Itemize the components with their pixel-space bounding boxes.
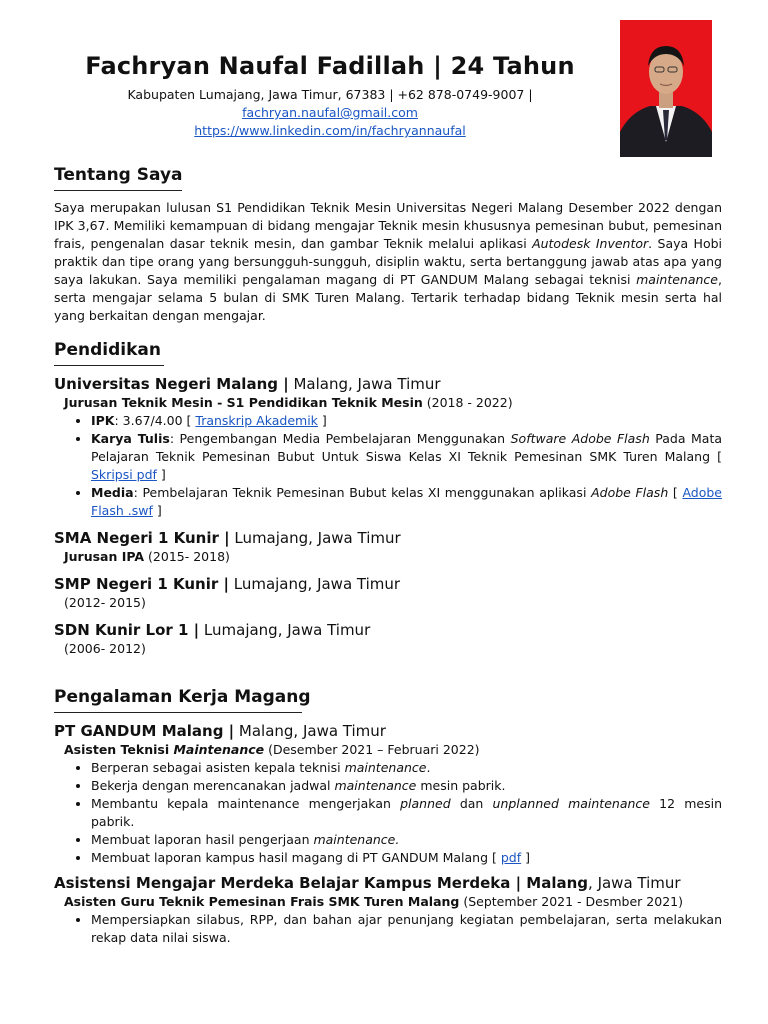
candidate-name: Fachryan Naufal Fadillah | 24 Tahun <box>85 52 575 80</box>
exp-gandum-location: Malang, Jawa Timur <box>234 722 386 740</box>
bullet-em: maintenance. <box>313 832 400 847</box>
exp-gandum-role-em: Maintenance <box>173 742 265 757</box>
transcript-link[interactable]: Transkrip Akademik <box>195 413 318 428</box>
exp-gandum-name: PT GANDUM Malang | <box>54 722 235 740</box>
exp-kampus-role-line <box>64 893 722 911</box>
edu-um-years: (2018 - 2022) <box>422 395 513 410</box>
media-em: Adobe Flash <box>591 485 669 500</box>
thesis-label: Karya Tulis <box>91 431 170 446</box>
bullet-text: . <box>426 760 431 775</box>
about-text-3: , serta mengajar selama 5 bulan di SMK Turen Malang. Tertarik terhadap bidang Teknik mesin serta hal yang berkaitan dengan mengajar. <box>54 272 722 323</box>
internship-report-link[interactable]: pdf <box>500 850 522 865</box>
edu-smp-years: (2012- 2015) <box>64 595 146 610</box>
edu-sma-major-line <box>64 548 722 566</box>
exp-gandum-role: Asisten Teknisi <box>64 742 174 757</box>
exp-kampus-name: Asistensi Mengajar Merdeka Belajar Kampus Merdeka | Malang <box>54 874 589 892</box>
edu-sdn-name: SDN Kunir Lor 1 | <box>54 621 200 639</box>
edu-um-location: Malang, Jawa Timur <box>288 375 441 393</box>
exp-kampus-list <box>54 911 722 947</box>
thesis-pdf-link[interactable]: Skripsi pdf <box>91 467 157 482</box>
bullet-text: Bekerja dengan merencanakan jadwal <box>91 778 335 793</box>
bracket: ] <box>317 413 327 428</box>
exp-kampus-location: , Jawa Timur <box>588 874 681 892</box>
bullet-em: maintenance <box>344 760 427 775</box>
about-em-2: maintenance <box>636 272 719 287</box>
header <box>0 52 660 140</box>
edu-sdn-location: Lumajang, Jawa Timur <box>199 621 371 639</box>
exp-kampus-dates: (September 2021 - Desmber 2021) <box>459 894 683 909</box>
bracket: ] <box>156 467 166 482</box>
bullet-text: dan <box>450 796 493 811</box>
edu-sdn-years: (2006- 2012) <box>64 641 146 656</box>
edu-smp-heading <box>54 574 722 594</box>
edu-um-heading <box>54 374 722 394</box>
experience-rule <box>54 712 302 713</box>
about-rule <box>54 190 182 191</box>
edu-um-list <box>54 412 722 520</box>
list-item <box>91 777 722 795</box>
list-item <box>91 430 722 484</box>
media-label: Media <box>91 485 134 500</box>
resume-body <box>54 166 722 947</box>
about-text-1: Saya merupakan lulusan S1 Pendidikan Teknik Mesin Universitas Negeri Malang Desember 2022 dengan IPK 3,67. Memiliki kemampuan di bidang mengajar Teknik mesin khususnya pemesinan bubut, pemesinan frais, pengenalan dasar teknik mesin, dan gambar Teknik melalui aplikasi <box>54 200 722 251</box>
list-item <box>91 831 722 849</box>
bullet-text: Berperan sebagai asisten kepala teknisi <box>91 760 345 775</box>
exp-gandum-list <box>54 759 722 867</box>
about-paragraph <box>54 199 722 325</box>
bullet-em: planned <box>400 796 451 811</box>
experience-title: Pengalaman Kerja Magang <box>54 687 311 707</box>
exp-gandum-heading <box>54 721 722 741</box>
about-text-2: . Saya Hobi praktik dan tipe orang yang bersungguh-sungguh, disiplin waktu, serta bertanggung jawab atas apa yang saya lakukan. Saya memiliki pengalaman magang di PT GANDUM Malang sebagai teknisi <box>54 236 722 287</box>
edu-sma-major: Jurusan IPA <box>64 549 145 564</box>
bullet-text: 12 mesin pabrik. <box>91 796 722 829</box>
list-item <box>91 795 722 831</box>
portrait-image <box>620 20 712 157</box>
thesis-text-1: : Pengembangan Media Pembelajaran Menggunakan <box>169 431 511 446</box>
address-phone: Kabupaten Lumajang, Jawa Timur, 67383 | +62 878-0749-9007 | <box>127 87 533 102</box>
about-em-1: Autodesk Inventor <box>532 236 649 251</box>
linkedin-link[interactable]: https://www.linkedin.com/in/fachryannaufal <box>194 123 466 138</box>
list-item <box>91 412 722 430</box>
education-title: Pendidikan <box>54 340 161 360</box>
ipk-value: : 3.67/4.00 [ <box>114 413 196 428</box>
list-item <box>91 759 722 777</box>
list-item: • Mempersiapkan silabus, RPP, dan bahan ajar penunjang kegiatan pembelajaran, serta melakukan rekap data nilai siswa. <box>91 911 722 947</box>
edu-sdn-heading <box>54 620 722 640</box>
bracket: ] <box>152 503 162 518</box>
thesis-em: Software Adobe Flash <box>510 431 650 446</box>
edu-sma-location: Lumajang, Jawa Timur <box>229 529 401 547</box>
bullet-text: mesin pabrik. <box>416 778 506 793</box>
about-title: Tentang Saya <box>54 165 183 185</box>
adobe-flash-link[interactable]: Adobe Flash .swf <box>91 485 722 518</box>
exp-gandum-dates: (Desember 2021 – Februari 2022) <box>264 742 480 757</box>
bracket: ] <box>521 850 530 865</box>
list-item <box>91 849 722 867</box>
profile-photo <box>620 20 712 157</box>
exp-kampus-role: Asisten Guru Teknik Pemesinan Frais SMK Turen Malang <box>64 894 460 909</box>
bullet-text: Membuat laporan hasil pengerjaan <box>91 832 314 847</box>
exp-kampus-heading <box>54 873 722 893</box>
ipk-label: IPK <box>91 413 115 428</box>
bullet-text: Membantu kepala maintenance mengerjakan <box>91 796 401 811</box>
bracket: [ <box>668 485 683 500</box>
thesis-text-2: Pada Mata Pelajaran Teknik Pemesinan Bubut Untuk Siswa Kelas XI Teknik Pemesinan SMK Turen Malang [ <box>91 431 723 464</box>
edu-smp-location: Lumajang, Jawa Timur <box>228 575 401 593</box>
bullet-em: maintenance <box>334 778 417 793</box>
edu-smp-name: SMP Negeri 1 Kunir | <box>54 575 229 593</box>
media-text: : Pembelajaran Teknik Pemesinan Bubut kelas XI menggunakan aplikasi <box>133 485 592 500</box>
bullet-em: unplanned maintenance <box>492 796 650 811</box>
edu-um-name: Universitas Negeri Malang | <box>54 375 289 393</box>
edu-sma-heading <box>54 528 722 548</box>
edu-um-major: Jurusan Teknik Mesin - S1 Pendidikan Teknik Mesin <box>64 395 423 410</box>
list-item <box>91 484 722 520</box>
exp-gandum-role-line <box>64 741 722 759</box>
edu-sma-years: (2015- 2018) <box>144 549 230 564</box>
bullet-text: Membuat laporan kampus hasil magang di PT GANDUM Malang [ <box>91 850 501 865</box>
email-link[interactable]: fachryan.naufal@gmail.com <box>242 105 418 120</box>
edu-sma-name: SMA Negeri 1 Kunir | <box>54 529 230 547</box>
edu-um-major-line <box>64 394 722 412</box>
education-rule <box>54 365 164 366</box>
